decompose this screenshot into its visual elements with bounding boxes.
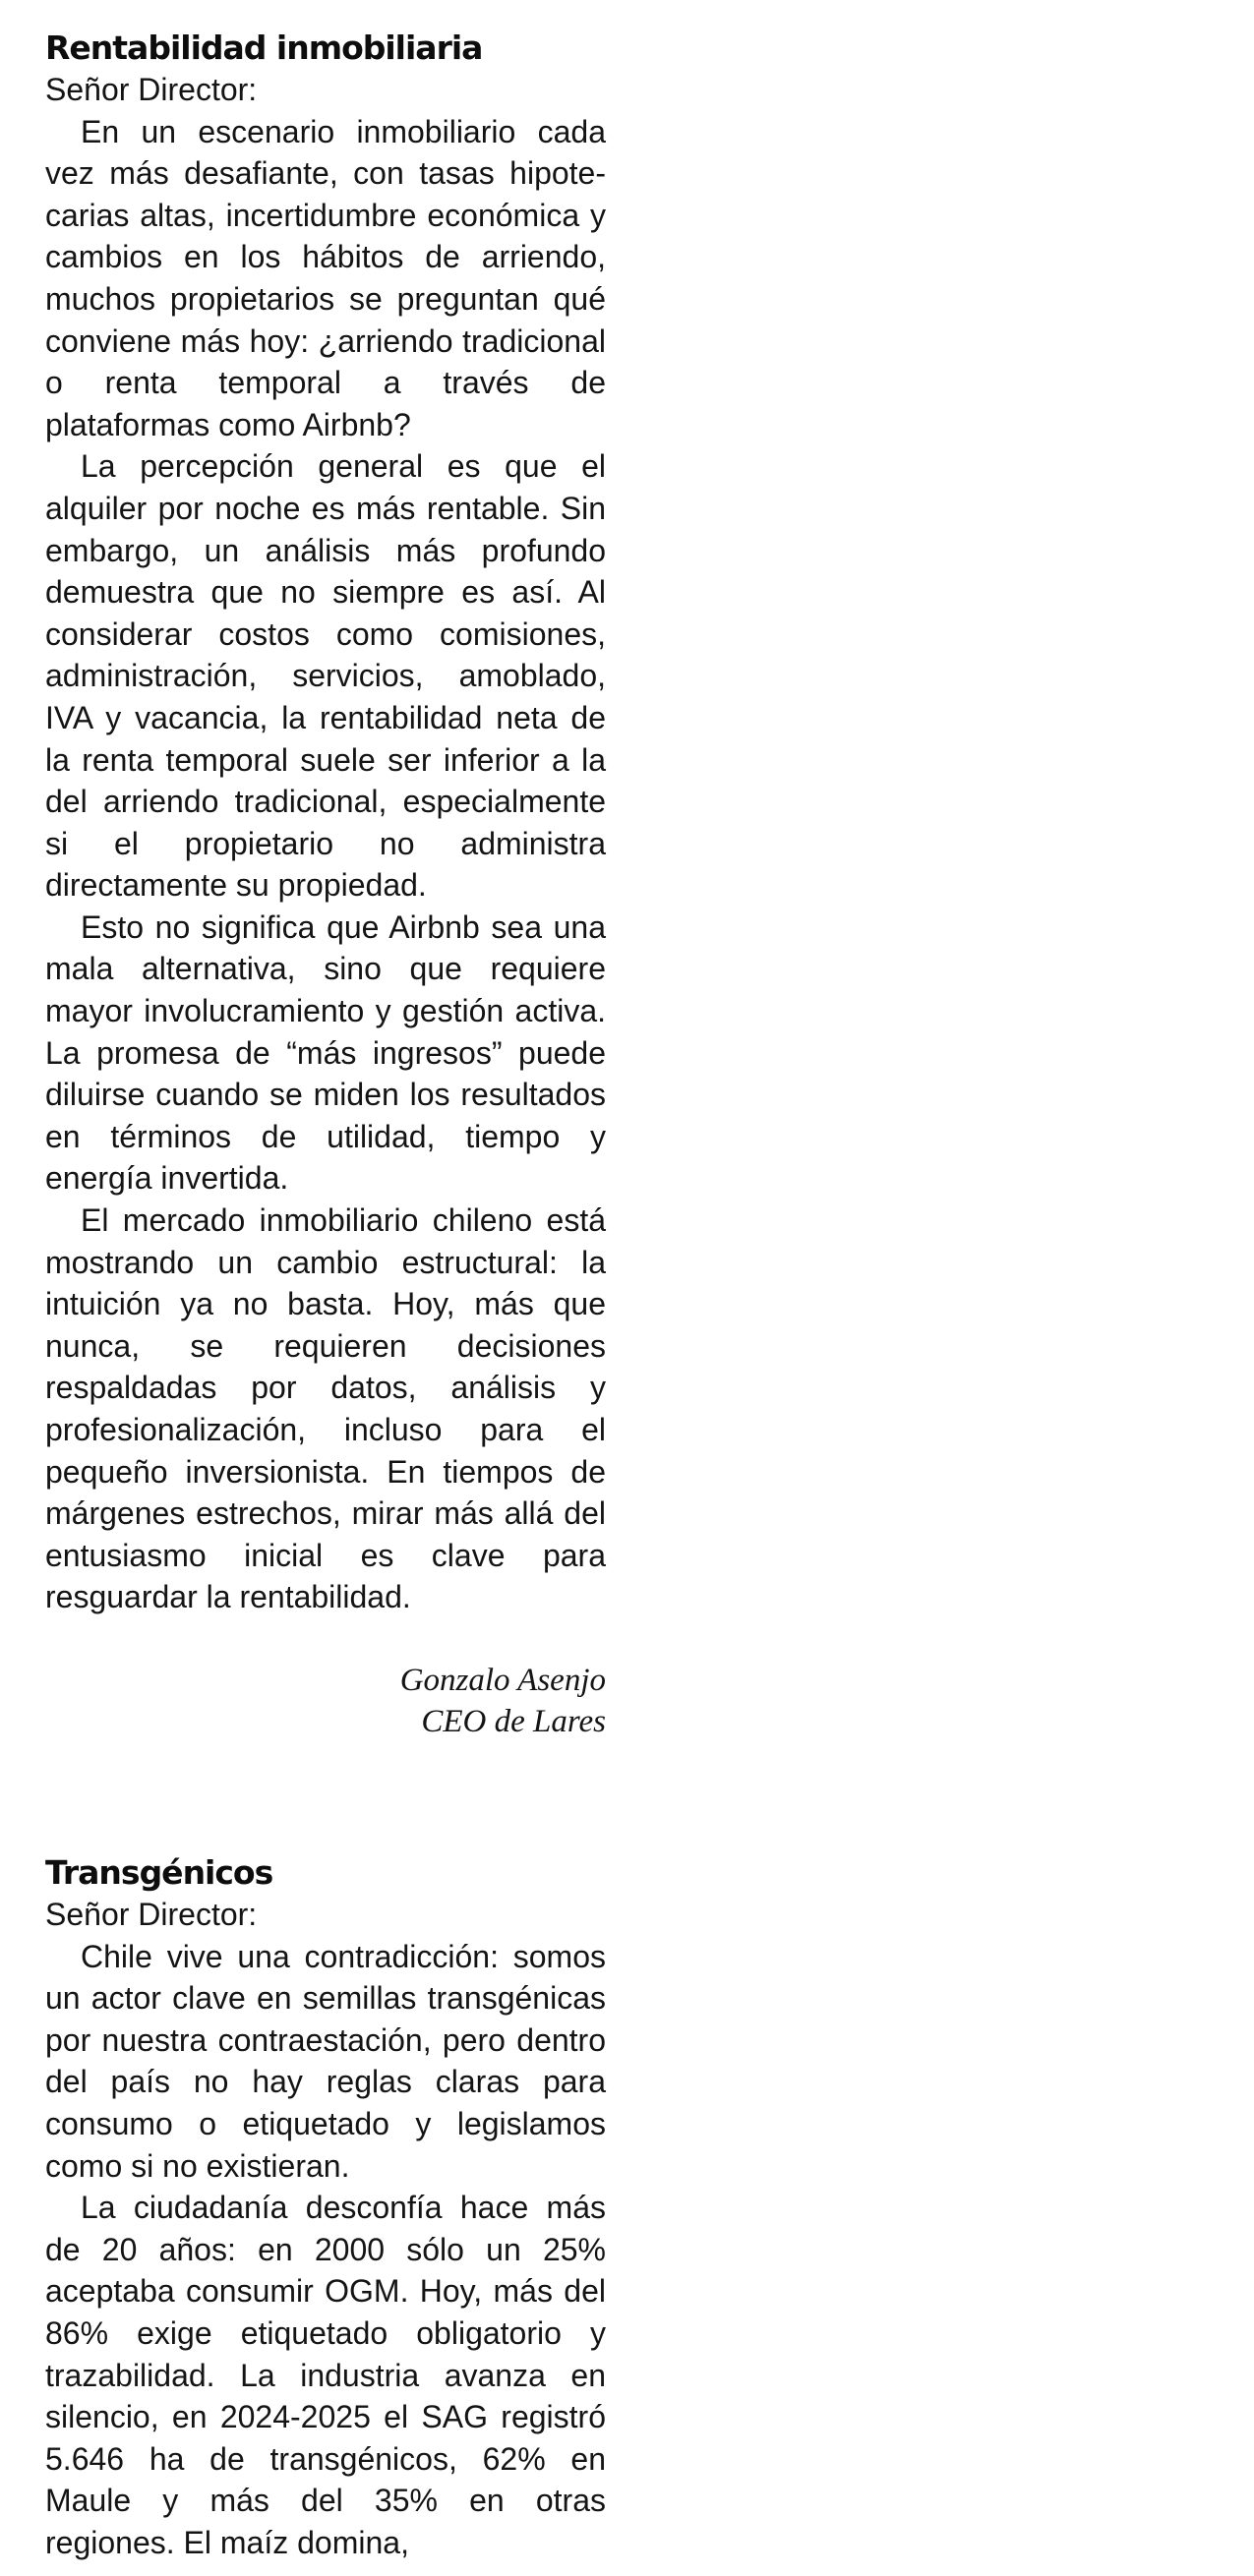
letter-paragraph: La percepción general es que el alquiler por noche es más rentable. Sin embargo, un análisis más profundo demuestra que no siempre es así. Al considerar costos como comisiones, administración, servicios, amoblado, IVA y vacancia, la rentabilidad neta de la renta temporal suele ser inferior a la del arriendo tradicional, especialmente si el propietario no administra directamente su propiedad. [45,448,606,904]
letter-paragraph: Chile vive una contradicción: somos un actor clave en semillas transgénicas por nuestra contraestación, pero dentro del país no hay reglas claras para consumo o etiquetado y legislamos como si no existieran. [45,1938,606,2184]
letter-salutation: Señor Director: [45,72,258,107]
signature-title: CEO de Lares [421,1703,606,1739]
letters-column [45,28,606,2563]
letter-paragraph: En un escenario inmobiliario cada vez más desafiante, con tasas hipotecarias altas, incertidumbre económica y cambios en los hábitos de arriendo, muchos propietarios se preguntan qué conviene más hoy: ¿arriendo tradicional o renta temporal a través de plataformas como Airbnb? [45,113,606,442]
letter-headline: Rentabilidad inmobiliaria [45,29,483,67]
letter-paragraph: Esto no significa que Airbnb sea una mala alternativa, sino que requiere mayor involucramiento y gestión activa. La promesa de “más ingresos” puede diluirse cuando se miden los resultados en términos de utilidad, tiempo y energía invertida. [45,908,606,1197]
letter-signature [45,1660,606,1742]
letter-transgenicos [45,1852,606,2564]
letter-headline: Transgénicos [45,1852,273,1892]
letter-rentabilidad [45,28,606,1742]
letter-salutation: Señor Director: [45,1896,258,1932]
letter-paragraph: La ciudadanía desconfía hace más de 20 años: en 2000 sólo un 25% aceptaba consumir OGM. Hoy, más del 86% exige etiquetado obligatorio y trazabilidad. La industria avanza en silencio, en 2024-2025 el SAG registró 5.646 ha de transgénicos, 62% en Maule y más del 35% en otras regiones. El maíz domina, [45,2190,606,2560]
signature-name: Gonzalo Asenjo [399,1662,606,1698]
letter-paragraph: El mercado inmobiliario chileno está mostrando un cambio estructural: la intuición ya no basta. Hoy, más que nunca, se requieren decisiones respaldadas por datos, análisis y profesionalización, incluso para el pequeño inversionista. En tiempos de márgenes estrechos, mirar más allá del entusiasmo inicial es clave para resguardar la rentabilidad. [45,1202,606,1615]
